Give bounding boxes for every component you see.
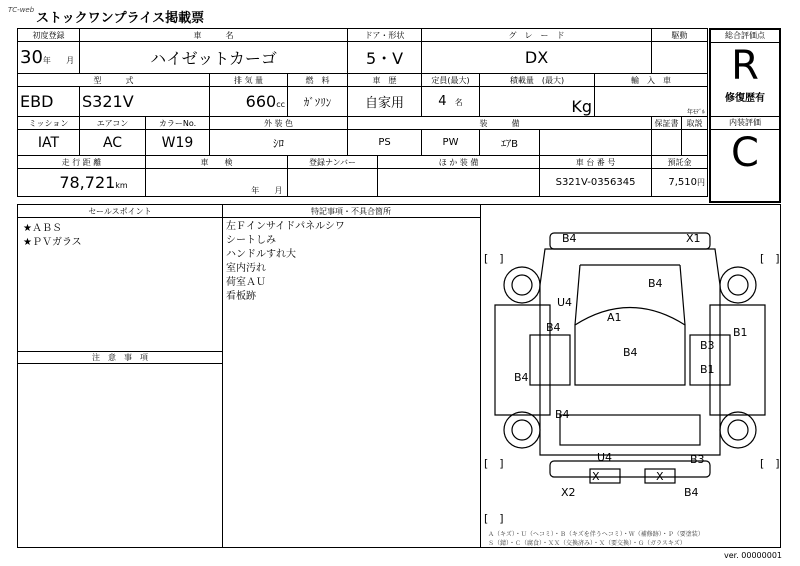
version-label: ver. 00000001 [723, 551, 782, 560]
list-item: ★ＡＢＳ [23, 223, 62, 234]
label-warranty: 保証書 [652, 117, 682, 130]
equip-airbag: ｴｱB [480, 130, 540, 156]
damage-mark: B4 [562, 232, 577, 245]
label-other-equipment: ほ か 装 備 [378, 156, 540, 169]
other-equipment-value [378, 169, 540, 197]
damage-mark: X [656, 470, 664, 483]
damage-mark: B4 [684, 486, 699, 499]
damage-mark: B1 [700, 363, 715, 376]
damage-mark: B4 [555, 408, 570, 421]
label-history: 車 歴 [348, 74, 422, 87]
list-item: 看板跡 [226, 291, 256, 302]
equip-ps: PS [348, 130, 422, 156]
damage-mark: B3 [700, 339, 715, 352]
label-price: 預託金 [652, 156, 708, 169]
label-chassis: 車 台 番 号 [540, 156, 652, 169]
list-item: 室内汚れ [226, 263, 266, 274]
damage-mark: X2 [561, 486, 576, 499]
damage-mark: B4 [514, 371, 529, 384]
damage-mark: A1 [607, 311, 622, 324]
sales-points-list [23, 222, 82, 250]
damage-legend: Ａ（キズ）・Ｕ（ヘコミ）・Ｂ（キズを伴うヘコミ）・Ｗ（補修跡）・Ｐ（要塗装） Ｓ（錆）・Ｃ（腐食）・ＸＸ（交換済み）・Ｘ（要交換）・Ｇ（ガラスキズ） [488, 531, 704, 547]
remarks-title: 特記事項・不具合箇所 [311, 207, 391, 216]
color-no-value: W19 [146, 130, 210, 156]
label-manual: 取説 [682, 117, 708, 130]
grade-box [709, 28, 781, 203]
list-item: 荷室ＡＵ [226, 277, 266, 288]
equip-pw: PW [422, 130, 480, 156]
label-ext-color: 外 装 色 [210, 117, 348, 130]
aircon-value: AC [80, 130, 146, 156]
list-item: シートしみ [226, 235, 276, 246]
damage-mark: X1 [686, 232, 701, 245]
damage-mark: B4 [623, 346, 638, 359]
label-plate: 登録ナンバー [288, 156, 378, 169]
damage-mark: B4 [648, 277, 663, 290]
damage-mark: B1 [733, 326, 748, 339]
price-value: 7,510円 [652, 169, 708, 197]
label-model: 型 式 [18, 74, 210, 87]
history-value: 自家用 [348, 87, 422, 117]
grade-value: DX [422, 42, 652, 74]
label-color-no: カラーNo. [146, 117, 210, 130]
label-name: 車 名 [80, 29, 348, 42]
plate-value [288, 169, 378, 197]
list-item: 左Ｆインサイドパネルシワ [226, 221, 345, 232]
list-item: ★ＰＶガラス [23, 237, 82, 248]
bracket: [ ] [484, 457, 504, 470]
list-item: ハンドルすれ大 [226, 249, 296, 260]
label-first-reg: 初度登録 [18, 29, 80, 42]
logo: TC-web [8, 6, 35, 14]
door-value: 5・V [348, 42, 422, 74]
drive-value [652, 42, 708, 74]
mission-value: IAT [18, 130, 80, 156]
header [0, 0, 800, 28]
load-value: Kg [480, 87, 595, 117]
fuel-value: ｶﾞｿﾘﾝ [288, 87, 348, 117]
label-import: 輸 入 車 [595, 74, 708, 87]
equip-blank [540, 130, 652, 156]
label-inspection: 車 検 [146, 156, 288, 169]
remarks-list [226, 220, 345, 304]
damage-mark: U4 [597, 451, 613, 464]
import-value: 年ﾓﾃﾞﾙ [595, 87, 708, 117]
label-load: 積載量 (最大) [480, 74, 595, 87]
bracket: [ ] [760, 252, 780, 265]
manual-value [682, 130, 708, 156]
damage-mark: B4 [546, 321, 561, 334]
bracket: [ ] [484, 512, 504, 525]
chassis-value: S321V-0356345 [540, 169, 652, 197]
model-code: S321V [80, 87, 210, 117]
warranty-value [652, 130, 682, 156]
bracket: [ ] [760, 457, 780, 470]
spec-table [17, 28, 708, 197]
capacity-value: 4 名 [422, 87, 480, 117]
page-title: ストックワンプライス掲載票 [36, 11, 205, 26]
first-reg-value: 30年 月 [18, 42, 80, 74]
overall-grade: R [731, 43, 759, 89]
overall-sub: 修復歴有 [725, 93, 765, 104]
inspection-value: 年 月 [146, 169, 288, 197]
damage-mark: U4 [557, 296, 573, 309]
label-mission: ミッション [18, 117, 80, 130]
model-value: EBD [18, 87, 80, 117]
displacement-value: 660cc [210, 87, 288, 117]
ext-color-value: ｼﾛ [210, 130, 348, 156]
label-overall: 総合評価点 [711, 30, 779, 43]
label-equipment: 装 備 [348, 117, 652, 130]
label-fuel: 燃 料 [288, 74, 348, 87]
sales-points-title: セールスポイント [88, 207, 152, 216]
mileage-value: 78,721km [18, 169, 146, 197]
damage-mark: X [592, 470, 600, 483]
interior-grade: C [731, 130, 759, 176]
label-door: ドア・形状 [348, 29, 422, 42]
label-grade: グ レ ー ド [422, 29, 652, 42]
label-interior: 内装評価 [711, 116, 779, 130]
label-aircon: エアコン [80, 117, 146, 130]
bracket: [ ] [484, 252, 504, 265]
label-capacity: 定員(最大) [422, 74, 480, 87]
damage-mark: B3 [690, 453, 705, 466]
vehicle-name: ハイゼットカーゴ [80, 42, 348, 74]
label-drive: 駆動 [652, 29, 708, 42]
label-displacement: 排 気 量 [210, 74, 288, 87]
label-mileage: 走 行 距 離 [18, 156, 146, 169]
notes-title: 注 意 事 項 [92, 353, 148, 362]
